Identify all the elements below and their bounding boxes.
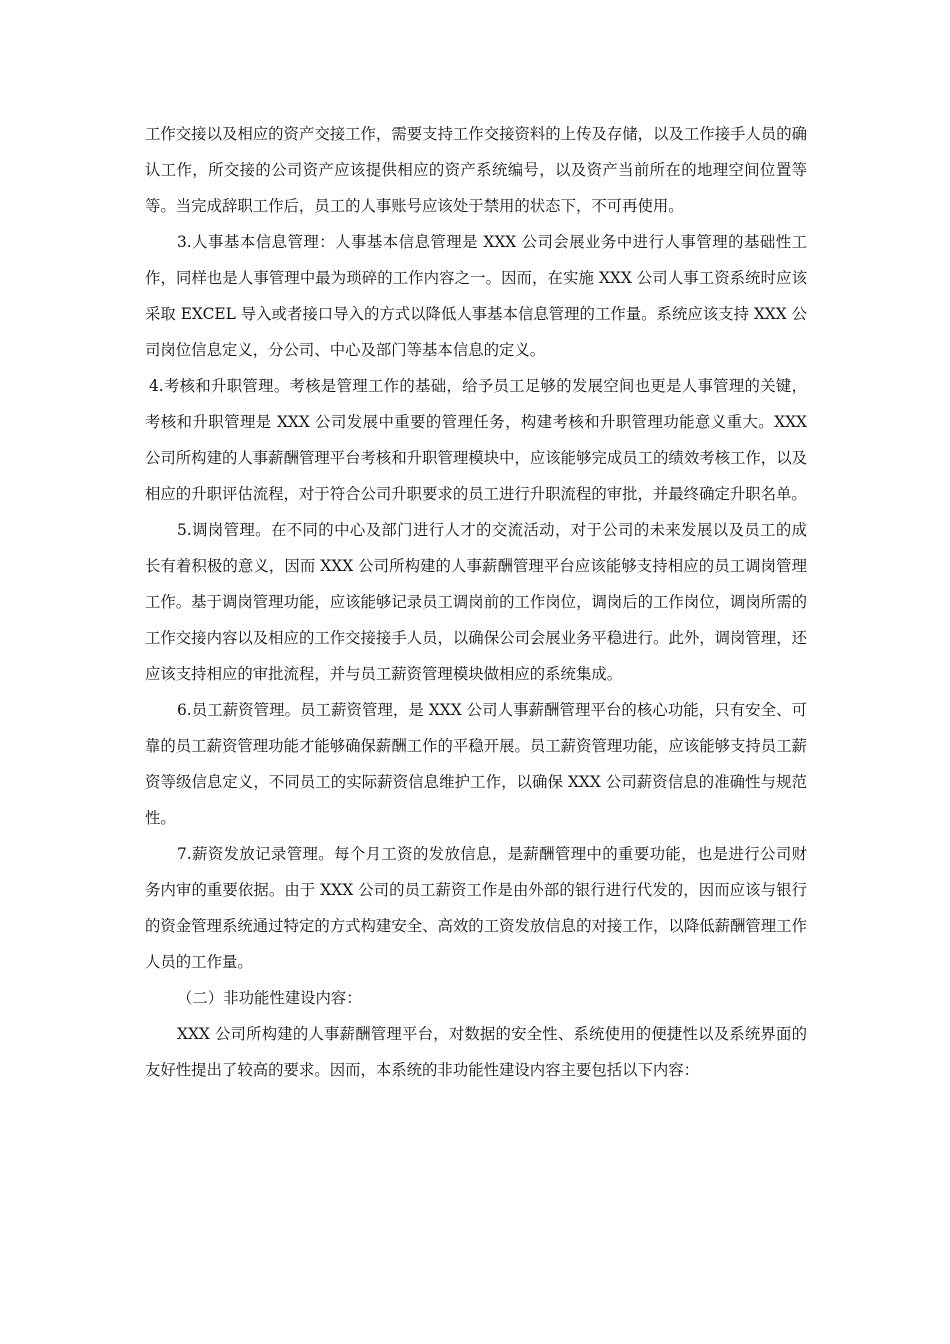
paragraph-continuation: 工作交接以及相应的资产交接工作，需要支持工作交接资料的上传及存储，以及工作接手人员的确认工作，所交接的公司资产应该提供相应的资产系统编号，以及资产当前所在的地理空间位置等等。当完成辞职工作后，员工的人事账号应该处于禁用的状态下，不可再使用。: [145, 125, 807, 215]
paragraph-non-functional-intro: XXX 公司所构建的人事薪酬管理平台，对数据的安全性、系统使用的便捷性以及系统界面的友好性提出了较高的要求。因而，本系统的非功能性建设内容主要包括以下内容：: [145, 1025, 807, 1079]
section-heading-non-functional: （二）非功能性建设内容：: [177, 989, 362, 1007]
paragraph-basic-info-management: 3.人事基本信息管理：人事基本信息管理是 XXX 公司会展业务中进行人事管理的基础性工作，同样也是人事管理中最为琐碎的工作内容之一。因而，在实施 XXX 公司人事工资系统时应该采取 EXCEL 导入或者接口导入的方式以降低人事基本信息管理的工作量。系统应该支持 XXX 公司岗位信息定义，分公司、中心及部门等基本信息的定义。: [145, 233, 807, 359]
paragraph-payroll-records: 7.薪资发放记录管理。每个月工资的发放信息，是薪酬管理中的重要功能，也是进行公司财务内审的重要依据。由于 XXX 公司的员工薪资工作是由外部的银行进行代发的，因而应该与银行的资金管理系统通过特定的方式构建安全、高效的工资发放信息的对接工作，以降低薪酬管理工作人员的工作量。: [145, 845, 807, 971]
paragraph-job-transfer: 5.调岗管理。在不同的中心及部门进行人才的交流活动，对于公司的未来发展以及员工的成长有着积极的意义，因而 XXX 公司所构建的人事薪酬管理平台应该能够支持相应的员工调岗管理工作。基于调岗管理功能，应该能够记录员工调岗前的工作岗位，调岗后的工作岗位，调岗所需的工作交接内容以及相应的工作交接接手人员，以确保公司会展业务平稳进行。此外，调岗管理，还应该支持相应的审批流程，并与员工薪资管理模块做相应的系统集成。: [145, 521, 807, 683]
document-body: [145, 116, 807, 1088]
paragraph-salary-management: 6.员工薪资管理。员工薪资管理，是 XXX 公司人事薪酬管理平台的核心功能，只有安全、可靠的员工薪资管理功能才能够确保薪酬工作的平稳开展。员工薪资管理功能，应该能够支持员工薪资等级信息定义，不同员工的实际薪资信息维护工作，以确保 XXX 公司薪资信息的准确性与规范性。: [145, 701, 807, 827]
paragraph-assessment-promotion: 4.考核和升职管理。考核是管理工作的基础，给予员工足够的发展空间也更是人事管理的关键，考核和升职管理是 XXX 公司发展中重要的管理任务，构建考核和升职管理功能意义重大。XXX 公司所构建的人事薪酬管理平台考核和升职管理模块中，应该能够完成员工的绩效考核工作，以及相应的升职评估流程，对于符合公司升职要求的员工进行升职流程的审批，并最终确定升职名单。: [145, 377, 807, 503]
